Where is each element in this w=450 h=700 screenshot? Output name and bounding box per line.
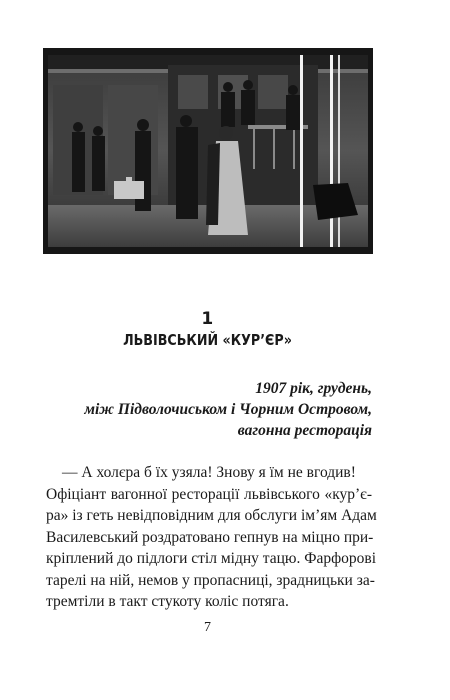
body-text	[46, 462, 377, 613]
paragraph-line: кріплений до підлоги стіл мідну тацю. Фарфорові	[46, 550, 377, 567]
epigraph	[32, 378, 372, 441]
paragraph-line: Офіціант вагонної ресторації львівського «кур’є-	[46, 485, 372, 503]
chapter-title: ЛЬВІВСЬКИЙ «КУР’ЄР»	[123, 331, 292, 349]
chapter-number: 1	[201, 309, 214, 329]
epigraph-line: вагонна ресторація	[237, 422, 372, 439]
paragraph-line: тарелі на ній, немов у пропасниці, зрадницьки за-	[46, 571, 375, 589]
epigraph-line: 1907 рік, грудень,	[255, 380, 372, 397]
epigraph-line: між Підволочиськом і Чорним Островом,	[84, 401, 372, 418]
paragraph	[46, 484, 377, 613]
paragraph-line: тремтіли в такт стукоту коліс потяга.	[46, 593, 289, 610]
historical-train-station-photo-icon	[48, 55, 368, 247]
page-number: 7	[204, 620, 211, 635]
paragraph-line: ра» із геть невідповідним для обслуги ім’ям Адам	[46, 507, 377, 524]
paragraph-line: Василевський роздратовано гепнув на міцно при-	[46, 528, 374, 546]
paragraph	[62, 462, 372, 484]
paragraph-line: — А холєра б їх узяла! Знову я їм не вгодив!	[62, 464, 356, 481]
chapter-photo	[43, 48, 373, 254]
